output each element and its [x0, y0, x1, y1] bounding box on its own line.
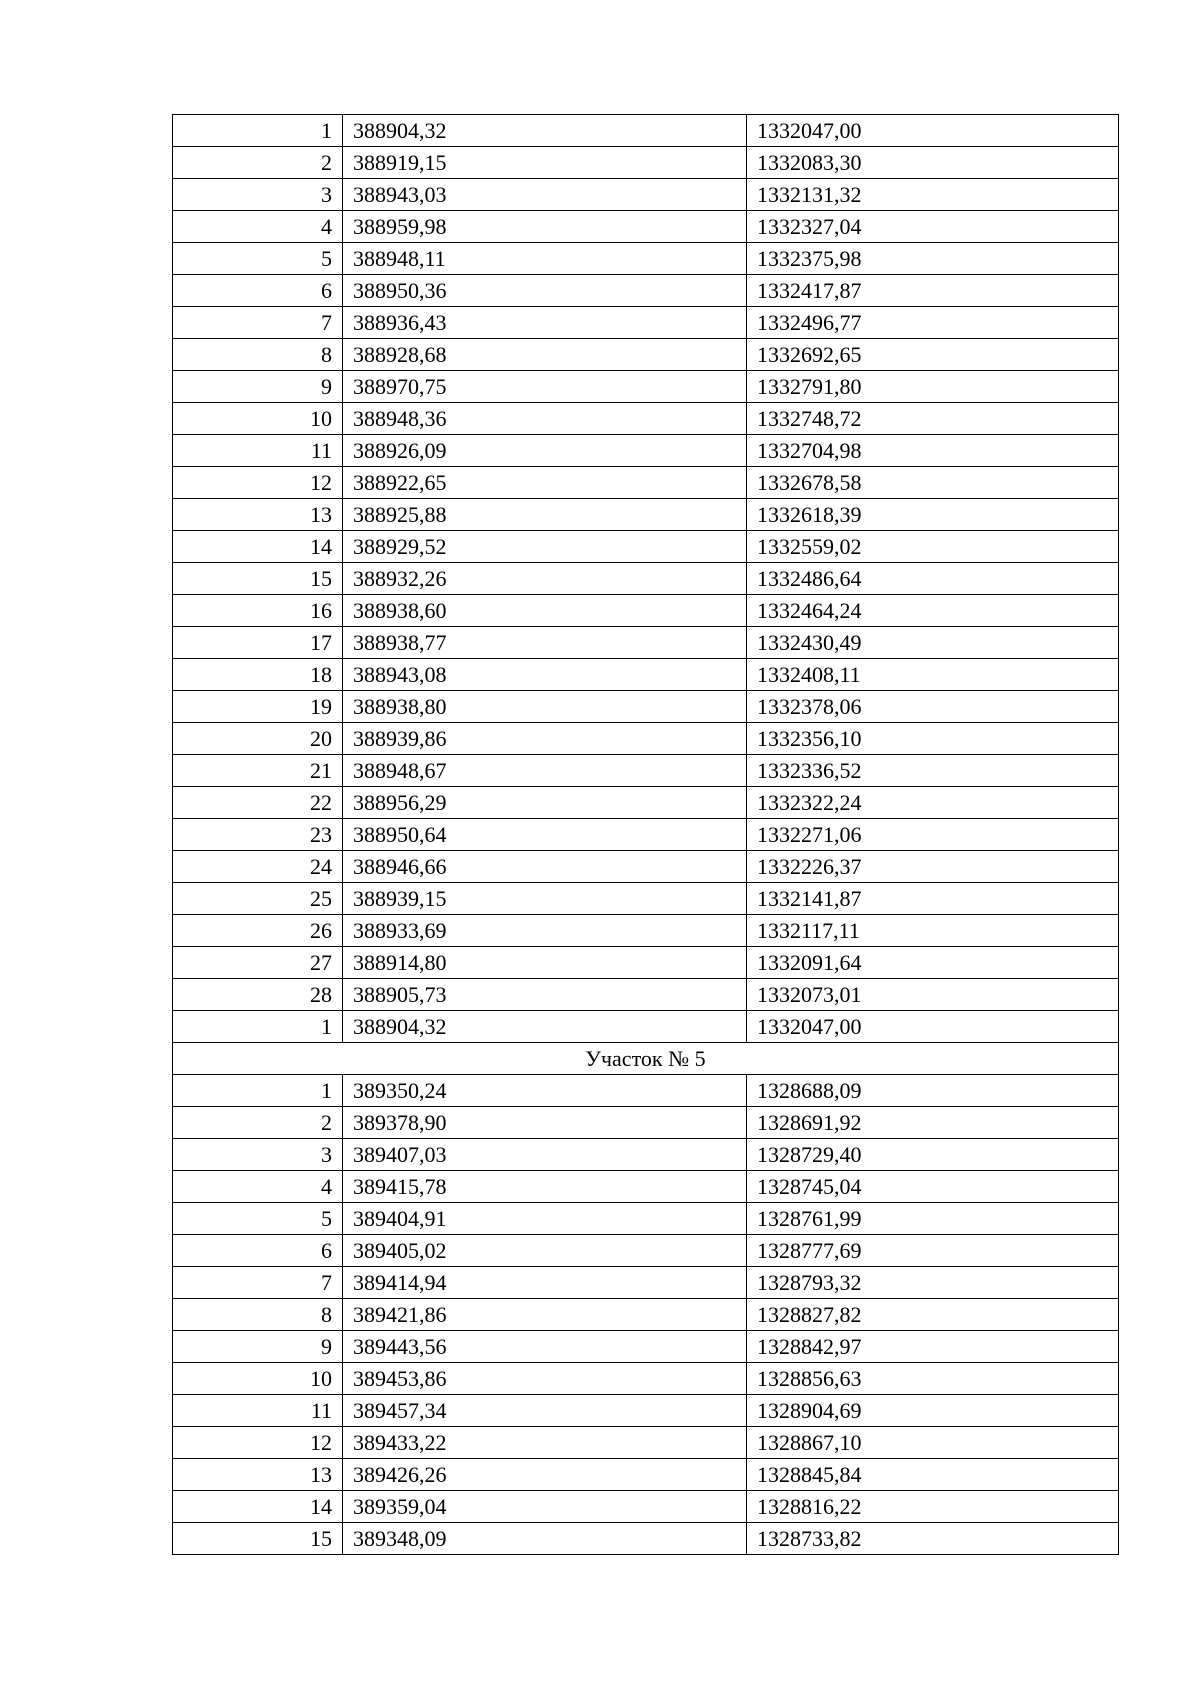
point-number-cell: 1 — [173, 1011, 343, 1043]
point-number-cell: 17 — [173, 627, 343, 659]
point-number-cell: 10 — [173, 1363, 343, 1395]
y-coordinate-cell: 1328904,69 — [747, 1395, 1119, 1427]
table-row — [173, 787, 1119, 819]
table-row — [173, 1523, 1119, 1555]
table-row — [173, 499, 1119, 531]
y-coordinate-cell: 1332047,00 — [747, 115, 1119, 147]
x-coordinate-cell: 389378,90 — [343, 1107, 747, 1139]
table-row — [173, 531, 1119, 563]
y-coordinate-cell: 1332408,11 — [747, 659, 1119, 691]
table-row — [173, 1395, 1119, 1427]
x-coordinate-cell: 388904,32 — [343, 1011, 747, 1043]
table-row — [173, 883, 1119, 915]
x-coordinate-cell: 388943,08 — [343, 659, 747, 691]
table-row — [173, 1139, 1119, 1171]
point-number-cell: 14 — [173, 531, 343, 563]
y-coordinate-cell: 1332117,11 — [747, 915, 1119, 947]
x-coordinate-cell: 388959,98 — [343, 211, 747, 243]
table-row — [173, 243, 1119, 275]
x-coordinate-cell: 389348,09 — [343, 1523, 747, 1555]
point-number-cell: 8 — [173, 1299, 343, 1331]
x-coordinate-cell: 388950,36 — [343, 275, 747, 307]
point-number-cell: 6 — [173, 1235, 343, 1267]
y-coordinate-cell: 1332430,49 — [747, 627, 1119, 659]
point-number-cell: 11 — [173, 435, 343, 467]
table-row — [173, 1299, 1119, 1331]
y-coordinate-cell: 1332356,10 — [747, 723, 1119, 755]
table-row — [173, 1427, 1119, 1459]
table-row — [173, 435, 1119, 467]
table-row — [173, 467, 1119, 499]
point-number-cell: 25 — [173, 883, 343, 915]
y-coordinate-cell: 1332678,58 — [747, 467, 1119, 499]
point-number-cell: 19 — [173, 691, 343, 723]
y-coordinate-cell: 1328842,97 — [747, 1331, 1119, 1363]
table-row — [173, 723, 1119, 755]
y-coordinate-cell: 1328845,84 — [747, 1459, 1119, 1491]
y-coordinate-cell: 1332141,87 — [747, 883, 1119, 915]
x-coordinate-cell: 389453,86 — [343, 1363, 747, 1395]
x-coordinate-cell: 388922,65 — [343, 467, 747, 499]
point-number-cell: 24 — [173, 851, 343, 883]
x-coordinate-cell: 388948,11 — [343, 243, 747, 275]
y-coordinate-cell: 1328816,22 — [747, 1491, 1119, 1523]
point-number-cell: 5 — [173, 243, 343, 275]
y-coordinate-cell: 1332618,39 — [747, 499, 1119, 531]
point-number-cell: 1 — [173, 115, 343, 147]
table-row — [173, 339, 1119, 371]
coordinates-table-body — [173, 115, 1119, 1555]
point-number-cell: 11 — [173, 1395, 343, 1427]
y-coordinate-cell: 1332559,02 — [747, 531, 1119, 563]
y-coordinate-cell: 1328867,10 — [747, 1427, 1119, 1459]
point-number-cell: 20 — [173, 723, 343, 755]
table-row — [173, 1459, 1119, 1491]
x-coordinate-cell: 388914,80 — [343, 947, 747, 979]
y-coordinate-cell: 1328793,32 — [747, 1267, 1119, 1299]
y-coordinate-cell: 1328729,40 — [747, 1139, 1119, 1171]
point-number-cell: 5 — [173, 1203, 343, 1235]
y-coordinate-cell: 1332073,01 — [747, 979, 1119, 1011]
point-number-cell: 13 — [173, 1459, 343, 1491]
point-number-cell: 15 — [173, 563, 343, 595]
table-row — [173, 627, 1119, 659]
y-coordinate-cell: 1328827,82 — [747, 1299, 1119, 1331]
x-coordinate-cell: 389407,03 — [343, 1139, 747, 1171]
y-coordinate-cell: 1328688,09 — [747, 1075, 1119, 1107]
y-coordinate-cell: 1332336,52 — [747, 755, 1119, 787]
x-coordinate-cell: 388943,03 — [343, 179, 747, 211]
table-row — [173, 371, 1119, 403]
point-number-cell: 18 — [173, 659, 343, 691]
y-coordinate-cell: 1332047,00 — [747, 1011, 1119, 1043]
x-coordinate-cell: 388939,15 — [343, 883, 747, 915]
x-coordinate-cell: 389443,56 — [343, 1331, 747, 1363]
y-coordinate-cell: 1332378,06 — [747, 691, 1119, 723]
point-number-cell: 7 — [173, 307, 343, 339]
x-coordinate-cell: 388926,09 — [343, 435, 747, 467]
point-number-cell: 4 — [173, 211, 343, 243]
y-coordinate-cell: 1332271,06 — [747, 819, 1119, 851]
x-coordinate-cell: 388928,68 — [343, 339, 747, 371]
table-row — [173, 595, 1119, 627]
x-coordinate-cell: 388929,52 — [343, 531, 747, 563]
point-number-cell: 13 — [173, 499, 343, 531]
y-coordinate-cell: 1332791,80 — [747, 371, 1119, 403]
y-coordinate-cell: 1332327,04 — [747, 211, 1119, 243]
x-coordinate-cell: 388904,32 — [343, 115, 747, 147]
table-row — [173, 691, 1119, 723]
point-number-cell: 28 — [173, 979, 343, 1011]
point-number-cell: 26 — [173, 915, 343, 947]
x-coordinate-cell: 389421,86 — [343, 1299, 747, 1331]
point-number-cell: 22 — [173, 787, 343, 819]
point-number-cell: 10 — [173, 403, 343, 435]
x-coordinate-cell: 388950,64 — [343, 819, 747, 851]
table-row — [173, 147, 1119, 179]
point-number-cell: 4 — [173, 1171, 343, 1203]
point-number-cell: 9 — [173, 1331, 343, 1363]
x-coordinate-cell: 388970,75 — [343, 371, 747, 403]
table-row — [173, 659, 1119, 691]
y-coordinate-cell: 1332496,77 — [747, 307, 1119, 339]
point-number-cell: 1 — [173, 1075, 343, 1107]
point-number-cell: 3 — [173, 1139, 343, 1171]
table-row — [173, 403, 1119, 435]
x-coordinate-cell: 389359,04 — [343, 1491, 747, 1523]
x-coordinate-cell: 388956,29 — [343, 787, 747, 819]
x-coordinate-cell: 389426,26 — [343, 1459, 747, 1491]
x-coordinate-cell: 389404,91 — [343, 1203, 747, 1235]
x-coordinate-cell: 388936,43 — [343, 307, 747, 339]
y-coordinate-cell: 1328777,69 — [747, 1235, 1119, 1267]
point-number-cell: 8 — [173, 339, 343, 371]
table-row — [173, 1267, 1119, 1299]
table-row — [173, 1331, 1119, 1363]
x-coordinate-cell: 389433,22 — [343, 1427, 747, 1459]
point-number-cell: 23 — [173, 819, 343, 851]
point-number-cell: 3 — [173, 179, 343, 211]
table-row — [173, 819, 1119, 851]
x-coordinate-cell: 389415,78 — [343, 1171, 747, 1203]
x-coordinate-cell: 388948,36 — [343, 403, 747, 435]
x-coordinate-cell: 388938,77 — [343, 627, 747, 659]
y-coordinate-cell: 1332704,98 — [747, 435, 1119, 467]
x-coordinate-cell: 388919,15 — [343, 147, 747, 179]
table-row — [173, 1171, 1119, 1203]
table-row — [173, 1011, 1119, 1043]
x-coordinate-cell: 388932,26 — [343, 563, 747, 595]
y-coordinate-cell: 1332464,24 — [747, 595, 1119, 627]
table-row — [173, 1075, 1119, 1107]
point-number-cell: 9 — [173, 371, 343, 403]
point-number-cell: 2 — [173, 147, 343, 179]
table-row — [173, 275, 1119, 307]
x-coordinate-cell: 388948,67 — [343, 755, 747, 787]
y-coordinate-cell: 1332375,98 — [747, 243, 1119, 275]
point-number-cell: 16 — [173, 595, 343, 627]
y-coordinate-cell: 1332226,37 — [747, 851, 1119, 883]
table-row — [173, 1203, 1119, 1235]
y-coordinate-cell: 1332131,32 — [747, 179, 1119, 211]
table-row — [173, 307, 1119, 339]
y-coordinate-cell: 1332692,65 — [747, 339, 1119, 371]
y-coordinate-cell: 1328691,92 — [747, 1107, 1119, 1139]
table-row — [173, 563, 1119, 595]
point-number-cell: 12 — [173, 467, 343, 499]
table-row — [173, 979, 1119, 1011]
x-coordinate-cell: 388939,86 — [343, 723, 747, 755]
point-number-cell: 21 — [173, 755, 343, 787]
point-number-cell: 2 — [173, 1107, 343, 1139]
y-coordinate-cell: 1332417,87 — [747, 275, 1119, 307]
x-coordinate-cell: 389414,94 — [343, 1267, 747, 1299]
table-row — [173, 211, 1119, 243]
table-row — [173, 947, 1119, 979]
x-coordinate-cell: 388933,69 — [343, 915, 747, 947]
table-row — [173, 1363, 1119, 1395]
point-number-cell: 14 — [173, 1491, 343, 1523]
point-number-cell: 7 — [173, 1267, 343, 1299]
point-number-cell: 12 — [173, 1427, 343, 1459]
y-coordinate-cell: 1328761,99 — [747, 1203, 1119, 1235]
table-row — [173, 1235, 1119, 1267]
x-coordinate-cell: 389405,02 — [343, 1235, 747, 1267]
table-row — [173, 915, 1119, 947]
point-number-cell: 6 — [173, 275, 343, 307]
table-row — [173, 1491, 1119, 1523]
y-coordinate-cell: 1332091,64 — [747, 947, 1119, 979]
section-title: Участок № 5 — [173, 1043, 1119, 1075]
y-coordinate-cell: 1332322,24 — [747, 787, 1119, 819]
y-coordinate-cell: 1328856,63 — [747, 1363, 1119, 1395]
section-header-row — [173, 1043, 1119, 1075]
x-coordinate-cell: 388905,73 — [343, 979, 747, 1011]
x-coordinate-cell: 389350,24 — [343, 1075, 747, 1107]
coordinates-table — [172, 114, 1119, 1555]
table-row — [173, 115, 1119, 147]
table-row — [173, 755, 1119, 787]
point-number-cell: 27 — [173, 947, 343, 979]
x-coordinate-cell: 388938,80 — [343, 691, 747, 723]
y-coordinate-cell: 1328745,04 — [747, 1171, 1119, 1203]
point-number-cell: 15 — [173, 1523, 343, 1555]
y-coordinate-cell: 1332748,72 — [747, 403, 1119, 435]
table-row — [173, 1107, 1119, 1139]
y-coordinate-cell: 1328733,82 — [747, 1523, 1119, 1555]
y-coordinate-cell: 1332486,64 — [747, 563, 1119, 595]
table-row — [173, 851, 1119, 883]
table-row — [173, 179, 1119, 211]
x-coordinate-cell: 388925,88 — [343, 499, 747, 531]
y-coordinate-cell: 1332083,30 — [747, 147, 1119, 179]
x-coordinate-cell: 388946,66 — [343, 851, 747, 883]
x-coordinate-cell: 388938,60 — [343, 595, 747, 627]
x-coordinate-cell: 389457,34 — [343, 1395, 747, 1427]
